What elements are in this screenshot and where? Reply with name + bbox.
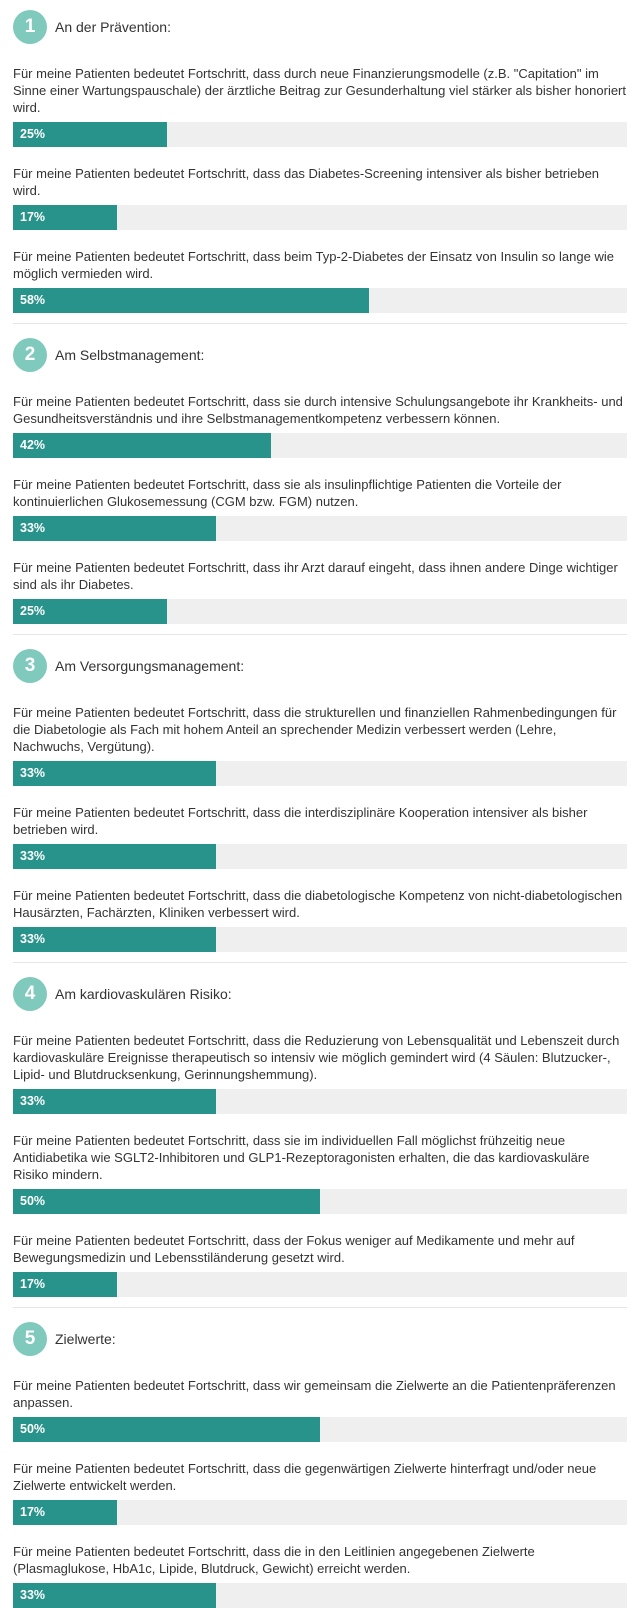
result-percentage: 17% bbox=[20, 1505, 46, 1519]
survey-item bbox=[13, 559, 627, 624]
result-percentage: 17% bbox=[20, 210, 46, 224]
result-percentage: 33% bbox=[20, 1094, 46, 1108]
survey-item bbox=[13, 393, 627, 458]
question-text: Für meine Patienten bedeutet Fortschritt, dass sie als insulinpflichtige Patienten die Vorteile der kontinuierlichen Glukosemessung (CGM bzw. FGM) nutzen. bbox=[13, 477, 562, 509]
result-bar-track bbox=[13, 1500, 627, 1525]
section-header bbox=[13, 1321, 627, 1357]
section-title: Am Versorgungsmanagement: bbox=[55, 658, 245, 674]
result-bar-track bbox=[13, 1583, 627, 1608]
question-text: Für meine Patienten bedeutet Fortschritt, dass sie durch intensive Schulungsangebote ihr Krankheits- und Gesundheitsverständnis und ihre Selbstmanagementkompetenz verbessern können. bbox=[13, 394, 623, 426]
result-bar-track bbox=[13, 844, 627, 869]
result-bar-track bbox=[13, 927, 627, 952]
result-percentage: 33% bbox=[20, 766, 46, 780]
section-header bbox=[13, 648, 627, 684]
section-title: Am Selbstmanagement: bbox=[55, 347, 205, 363]
question-text: Für meine Patienten bedeutet Fortschritt, dass wir gemeinsam die Zielwerte an die Patientenpräferenzen anpassen. bbox=[13, 1378, 616, 1410]
result-percentage: 50% bbox=[20, 1194, 46, 1208]
section-number-badge: 3 bbox=[13, 649, 47, 683]
section-header bbox=[13, 9, 627, 45]
section-title: Zielwerte: bbox=[55, 1331, 116, 1347]
result-bar-fill bbox=[13, 288, 369, 313]
survey-item bbox=[13, 1543, 627, 1608]
survey-section bbox=[13, 634, 627, 952]
survey-item bbox=[13, 165, 627, 230]
section-number-badge: 1 bbox=[13, 10, 47, 44]
question-text: Für meine Patienten bedeutet Fortschritt, dass der Fokus weniger auf Medikamente und mehr auf Bewegungsmedizin und Lebensstiländerung gesetzt wird. bbox=[13, 1233, 575, 1265]
question-text: Für meine Patienten bedeutet Fortschritt, dass die in den Leitlinien angegebenen Zielwerte (Plasmaglukose, HbA1c, Lipide, Blutdruck, Gewicht) erreicht werden. bbox=[13, 1544, 535, 1576]
result-percentage: 33% bbox=[20, 521, 46, 535]
section-number-badge: 5 bbox=[13, 1322, 47, 1356]
result-bar-track bbox=[13, 1189, 627, 1214]
result-bar-track bbox=[13, 288, 627, 313]
survey-item bbox=[13, 704, 627, 786]
result-bar-fill bbox=[13, 433, 271, 458]
result-percentage: 58% bbox=[20, 293, 46, 307]
result-bar-track bbox=[13, 761, 627, 786]
result-bar-fill bbox=[13, 1417, 320, 1442]
result-bar-track bbox=[13, 516, 627, 541]
question-text: Für meine Patienten bedeutet Fortschritt, dass beim Typ-2-Diabetes der Einsatz von Insulin so lange wie möglich vermieden wird. bbox=[13, 249, 614, 281]
result-percentage: 17% bbox=[20, 1277, 46, 1291]
result-percentage: 33% bbox=[20, 849, 46, 863]
survey-item bbox=[13, 476, 627, 541]
result-percentage: 33% bbox=[20, 1588, 46, 1602]
survey-item bbox=[13, 65, 627, 147]
result-bar-track bbox=[13, 1417, 627, 1442]
result-bar-track bbox=[13, 1089, 627, 1114]
result-percentage: 25% bbox=[20, 604, 46, 618]
result-bar-track bbox=[13, 599, 627, 624]
section-title: Am kardiovaskulären Risiko: bbox=[55, 986, 232, 1002]
survey-item bbox=[13, 887, 627, 952]
survey-section bbox=[13, 323, 627, 624]
question-text: Für meine Patienten bedeutet Fortschritt, dass die strukturellen und finanziellen Rahmenbedingungen für die Diabetologie als Fach mit hohem Anteil an sprechender Medizin verbessert werden (Lehre, Nachwuchs, Vergütung). bbox=[13, 705, 617, 754]
survey-item bbox=[13, 1132, 627, 1214]
survey-item bbox=[13, 1032, 627, 1114]
question-text: Für meine Patienten bedeutet Fortschritt, dass die Reduzierung von Lebensqualität und Lebenszeit durch kardiovaskuläre Ereignisse therapeutisch so intensiv wie möglich gemindert wird (4 Säulen: Blutzucker-, Lipid- und Blutdrucksenkung, Gerinnungshemmung). bbox=[13, 1033, 620, 1082]
survey-section bbox=[13, 962, 627, 1297]
question-text: Für meine Patienten bedeutet Fortschritt, dass durch neue Finanzierungsmodelle (z.B. "Capitation" im Sinne einer Wartungspauschale) der ärztliche Beitrag zur Gesunderhaltung viel stärker als bisher honoriert wird. bbox=[13, 66, 626, 115]
result-percentage: 42% bbox=[20, 438, 46, 452]
result-bar-fill bbox=[13, 1189, 320, 1214]
section-number-badge: 2 bbox=[13, 338, 47, 372]
section-number-badge: 4 bbox=[13, 977, 47, 1011]
survey-item bbox=[13, 1232, 627, 1297]
survey-section bbox=[13, 9, 627, 313]
survey-item bbox=[13, 1377, 627, 1442]
result-bar-track bbox=[13, 205, 627, 230]
result-bar-track bbox=[13, 433, 627, 458]
question-text: Für meine Patienten bedeutet Fortschritt, dass sie im individuellen Fall möglichst frühzeitig neue Antidiabetika wie SGLT2-Inhibitoren und GLP1-Rezeptoragonisten erhalten, die das kardiovaskuläre Risiko mindern. bbox=[13, 1133, 590, 1182]
question-text: Für meine Patienten bedeutet Fortschritt, dass ihr Arzt darauf eingeht, dass ihnen andere Dinge wichtiger sind als ihr Diabetes. bbox=[13, 560, 618, 592]
result-percentage: 25% bbox=[20, 127, 46, 141]
result-bar-track bbox=[13, 1272, 627, 1297]
result-percentage: 50% bbox=[20, 1422, 46, 1436]
section-header bbox=[13, 976, 627, 1012]
survey-item bbox=[13, 248, 627, 313]
survey-item bbox=[13, 804, 627, 869]
question-text: Für meine Patienten bedeutet Fortschritt, dass die gegenwärtigen Zielwerte hinterfragt und/oder neue Zielwerte entwickelt werden. bbox=[13, 1461, 597, 1493]
result-bar-track bbox=[13, 122, 627, 147]
survey-item bbox=[13, 1460, 627, 1525]
section-title: An der Prävention: bbox=[55, 19, 171, 35]
question-text: Für meine Patienten bedeutet Fortschritt, dass die diabetologische Kompetenz von nicht-diabetologischen Hausärzten, Fachärzten, Kliniken verbessert wird. bbox=[13, 888, 623, 920]
survey-section bbox=[13, 1307, 627, 1608]
result-percentage: 33% bbox=[20, 932, 46, 946]
question-text: Für meine Patienten bedeutet Fortschritt, dass das Diabetes-Screening intensiver als bisher betrieben wird. bbox=[13, 166, 600, 198]
section-header bbox=[13, 337, 627, 373]
question-text: Für meine Patienten bedeutet Fortschritt, dass die interdisziplinäre Kooperation intensiver als bisher betrieben wird. bbox=[13, 805, 588, 837]
